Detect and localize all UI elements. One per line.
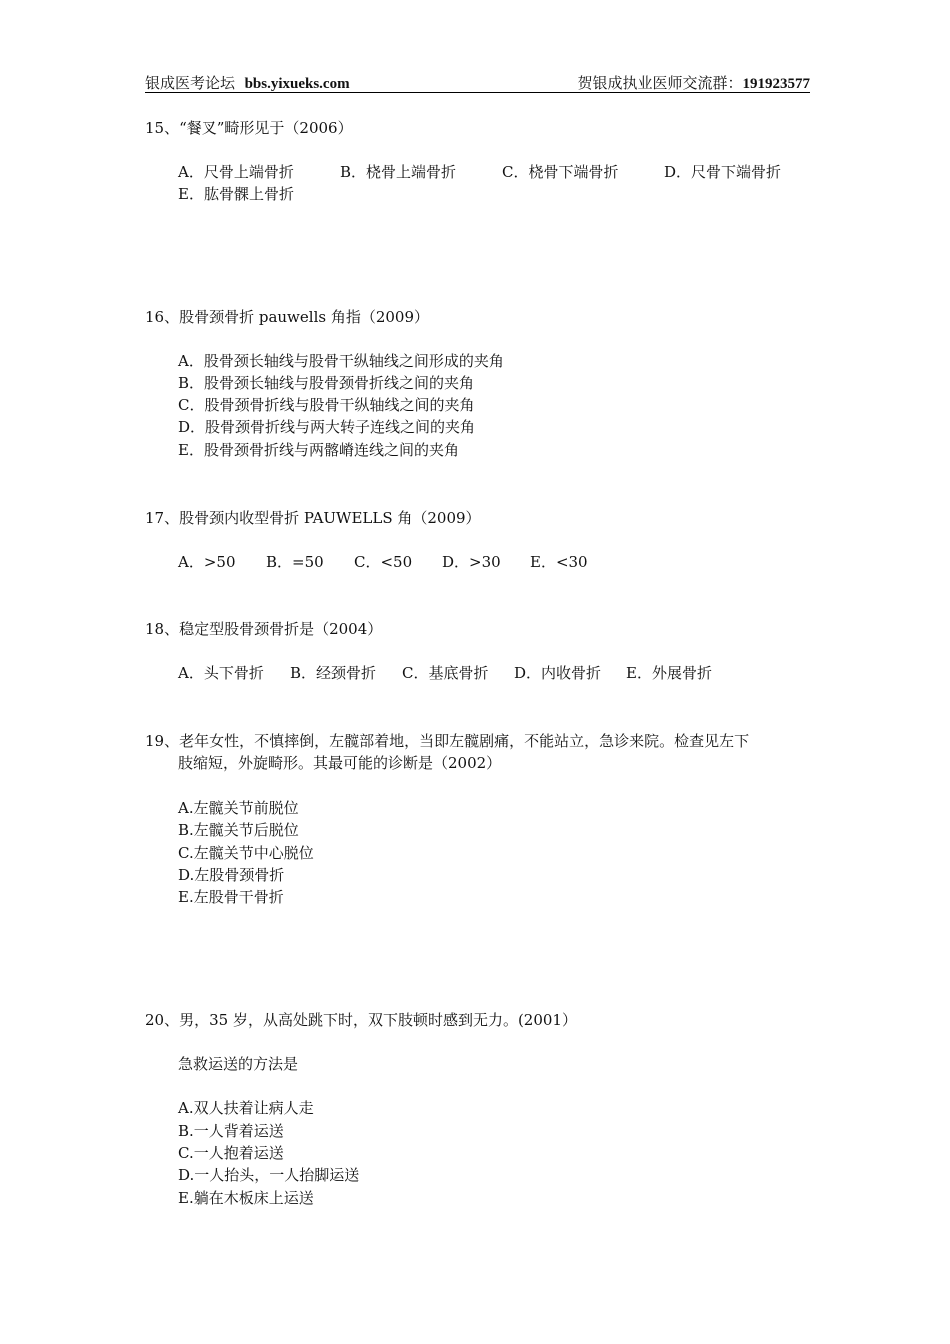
option: B.左髋关节后脱位	[178, 821, 299, 839]
option: A．尺骨上端骨折	[178, 163, 294, 181]
option: A．>50	[178, 553, 236, 571]
question-17-stem: 17、股骨颈内收型骨折 PAUWELLS 角（2009）	[145, 509, 481, 527]
option: D．尺骨下端骨折	[664, 163, 782, 181]
option: E.躺在木板床上运送	[178, 1189, 314, 1207]
option: C．基底骨折	[402, 664, 489, 682]
header-right	[577, 72, 810, 93]
page-header	[145, 70, 810, 93]
question-17-options-row	[178, 551, 588, 573]
option: E．股骨颈骨折线与两髂嵴连线之间的夹角	[178, 441, 459, 459]
option: B．股骨颈长轴线与股骨颈骨折线之间的夹角	[178, 374, 475, 392]
question-19-stem-line-1: 19、老年女性，不慎摔倒，左髋部着地，当即左髋剧痛，不能站立，急诊来院。检查见左下	[145, 732, 750, 750]
option: C．股骨颈骨折线与股骨干纵轴线之间的夹角	[178, 396, 475, 414]
option: A．股骨颈长轴线与股骨干纵轴线之间形成的夹角	[178, 352, 504, 370]
header-group-number: 191923577	[742, 76, 810, 92]
header-site-name: 银成医考论坛	[145, 74, 236, 92]
option: E．<30	[530, 553, 588, 571]
option: D.一人抬头，一人抬脚运送	[178, 1166, 360, 1184]
option: E．肱骨髁上骨折	[178, 185, 294, 203]
option: C．桡骨下端骨折	[502, 163, 619, 181]
question-20-stem: 20、男，35 岁，从高处跳下时，双下肢顿时感到无力。(2001）	[145, 1011, 577, 1029]
header-left	[145, 72, 350, 93]
question-18-options-row	[178, 662, 712, 684]
question-16-stem: 16、股骨颈骨折 pauwells 角指（2009）	[145, 308, 430, 326]
option: D.左股骨颈骨折	[178, 866, 285, 884]
question-15-stem: 15、“餐叉”畸形见于（2006）	[145, 119, 353, 137]
option: C．<50	[354, 553, 413, 571]
question-20-sub-question: 急救运送的方法是	[178, 1055, 299, 1073]
option: A．头下骨折	[178, 664, 264, 682]
option: B．=50	[266, 553, 324, 571]
header-group-label: 贺银成执业医师交流群：	[577, 74, 743, 92]
option: A.双人扶着让病人走	[178, 1099, 314, 1117]
question-19-stem-line-2: 肢缩短，外旋畸形。其最可能的诊断是（2002）	[178, 754, 502, 772]
option: A.左髋关节前脱位	[178, 799, 299, 817]
header-site-url[interactable]: bbs.yixueks.com	[244, 76, 350, 92]
question-15-options-row	[178, 161, 781, 183]
option: B．经颈骨折	[290, 664, 377, 682]
option: E．外展骨折	[626, 664, 712, 682]
option: C.一人抱着运送	[178, 1144, 284, 1162]
question-18-stem: 18、稳定型股骨颈骨折是（2004）	[145, 620, 383, 638]
option: D．>30	[442, 553, 501, 571]
option: D．内收骨折	[514, 664, 602, 682]
option: E.左股骨干骨折	[178, 888, 284, 906]
option: B.一人背着运送	[178, 1122, 284, 1140]
option: D．股骨颈骨折线与两大转子连线之间的夹角	[178, 418, 476, 436]
option: B．桡骨上端骨折	[340, 163, 457, 181]
option: C.左髋关节中心脱位	[178, 844, 314, 862]
